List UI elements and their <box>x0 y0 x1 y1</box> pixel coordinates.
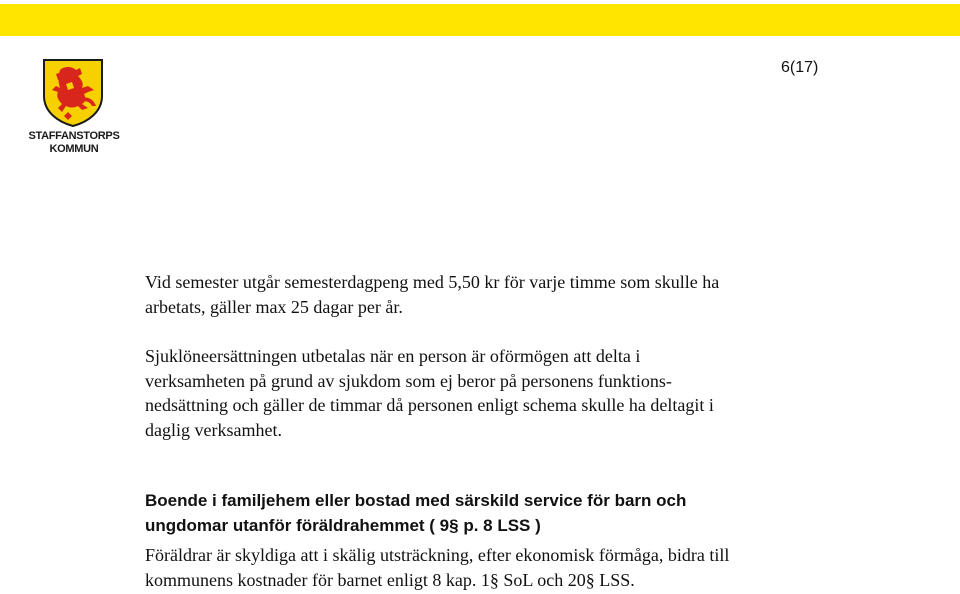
text-line: Föräldrar är skyldiga att i skälig utsträckning, efter ekonomisk förmåga, bidra till <box>145 545 730 565</box>
heading-line: ungdomar utanför föräldrahemmet ( 9§ p. 8 LSS ) <box>145 515 541 535</box>
text-line: nedsättning och gäller de timmar då personen enligt schema skulle ha deltagit i <box>145 395 714 415</box>
text-line: kommunens kostnader för barnet enligt 8 kap. 1§ SoL och 20§ LSS. <box>145 569 635 590</box>
heading-line: Boende i familjehem eller bostad med särskild service för barn och <box>145 491 687 510</box>
text-line: verksamheten på grund av sjukdom som ej beror på personens funktions- <box>145 370 672 391</box>
top-accent-bar <box>0 4 960 36</box>
logo-wordmark <box>24 130 124 156</box>
logo-line-2: KOMMUN <box>49 143 99 155</box>
logo-line-1: STAFFANSTORPS <box>28 130 120 142</box>
municipality-logo <box>24 58 126 160</box>
paragraph-vacation <box>145 270 719 319</box>
page-number: 6(17) <box>781 59 819 76</box>
section-heading <box>145 489 686 538</box>
lion-shield-icon <box>42 58 104 128</box>
text-line: Sjuklöneersättningen utbetalas när en person är oförmögen att delta i <box>145 346 641 366</box>
paragraph-sick-pay <box>145 344 714 442</box>
text-line: daglig verksamhet. <box>145 419 282 440</box>
text-line: Vid semester utgår semesterdagpeng med 5,50 kr för varje timme som skulle ha <box>145 272 720 292</box>
paragraph-parent-contribution <box>145 543 729 592</box>
text-line: arbetats, gäller max 25 dagar per år. <box>145 296 403 317</box>
